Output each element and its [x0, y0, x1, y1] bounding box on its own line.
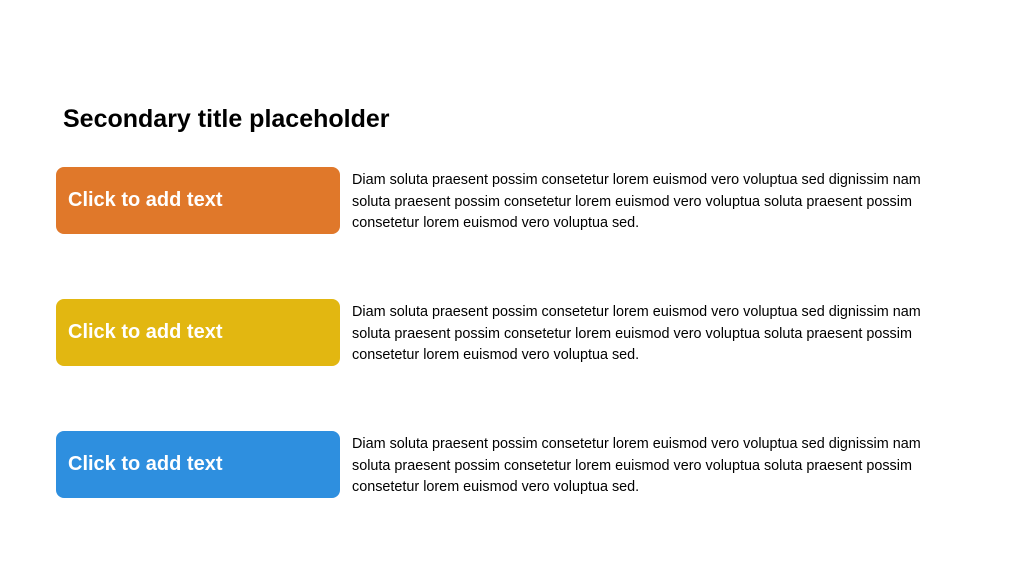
content-row-1 [56, 167, 956, 235]
label-box-1[interactable] [56, 167, 340, 234]
content-row-2 [56, 299, 956, 367]
label-text-2[interactable]: Click to add text [68, 321, 223, 343]
body-text-1[interactable]: Diam soluta praesent possim consetetur lorem euismod vero voluptua sed dignissim nam soluta praesent possim consetetur lorem euismod vero voluptua soluta praesent possim consetetur lorem euismod vero voluptua sed. [352, 172, 921, 231]
label-box-2[interactable] [56, 299, 340, 366]
body-text-3[interactable]: Diam soluta praesent possim consetetur lorem euismod vero voluptua sed dignissim nam soluta praesent possim consetetur lorem euismod vero voluptua soluta praesent possim consetetur lorem euismod vero voluptua sed. [352, 436, 921, 495]
secondary-title[interactable]: Secondary title placeholder [63, 105, 390, 133]
content-row-3 [56, 431, 956, 499]
label-box-3[interactable] [56, 431, 340, 498]
label-text-1[interactable]: Click to add text [68, 189, 223, 211]
label-text-3[interactable]: Click to add text [68, 453, 223, 475]
body-text-2[interactable]: Diam soluta praesent possim consetetur lorem euismod vero voluptua sed dignissim nam soluta praesent possim consetetur lorem euismod vero voluptua soluta praesent possim consetetur lorem euismod vero voluptua sed. [352, 304, 921, 363]
